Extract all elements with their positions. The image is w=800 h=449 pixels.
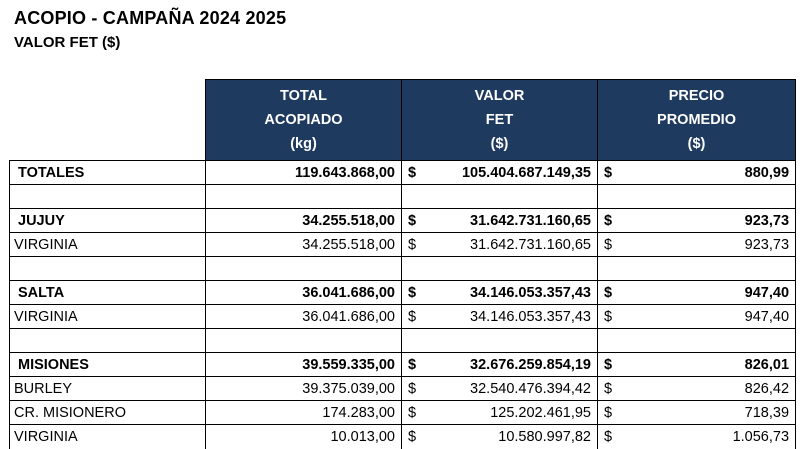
spacer-row xyxy=(10,257,796,281)
header-total-acopiado xyxy=(206,80,402,161)
table-header-row xyxy=(10,80,796,161)
currency-symbol: $ xyxy=(402,353,426,377)
spacer-cell xyxy=(402,329,426,353)
currency-symbol: $ xyxy=(402,377,426,401)
header-valor-fet xyxy=(402,80,598,161)
currency-symbol: $ xyxy=(402,281,426,305)
cell-kg: 119.643.868,00 xyxy=(206,161,402,185)
cell-kg: 36.041.686,00 xyxy=(206,281,402,305)
spacer-cell xyxy=(206,257,402,281)
header-line: VALOR xyxy=(474,88,525,104)
cell-valor: 34.146.053.357,43 xyxy=(426,305,598,329)
row-label: VIRGINIA xyxy=(10,233,206,257)
spacer-cell xyxy=(426,257,598,281)
cell-valor: 31.642.731.160,65 xyxy=(426,209,598,233)
header-precio-promedio xyxy=(598,80,796,161)
spacer-cell xyxy=(622,329,796,353)
spacer-row xyxy=(10,329,796,353)
cell-kg: 39.375.039,00 xyxy=(206,377,402,401)
table-row-salta-virginia xyxy=(10,305,796,329)
header-line: FET xyxy=(485,112,514,128)
cell-valor: 31.642.731.160,65 xyxy=(426,233,598,257)
spacer-cell xyxy=(598,257,622,281)
currency-symbol: $ xyxy=(598,425,622,449)
table-row-misiones-virginia xyxy=(10,425,796,449)
cell-kg: 34.255.518,00 xyxy=(206,233,402,257)
cell-kg: 34.255.518,00 xyxy=(206,209,402,233)
spacer-cell xyxy=(206,329,402,353)
spacer-cell xyxy=(622,257,796,281)
cell-valor: 32.540.476.394,42 xyxy=(426,377,598,401)
header-line: TOTAL xyxy=(280,88,327,104)
row-label: CR. MISIONERO xyxy=(10,401,206,425)
header-line: (kg) xyxy=(290,136,317,152)
header-line: ($) xyxy=(687,136,706,152)
spacer-cell xyxy=(622,185,796,209)
row-label: MISIONES xyxy=(10,353,206,377)
header-blank xyxy=(10,80,206,161)
table-row-jujuy-virginia xyxy=(10,233,796,257)
table-row-salta xyxy=(10,281,796,305)
row-label: SALTA xyxy=(10,281,206,305)
acopio-table xyxy=(9,79,796,449)
currency-symbol: $ xyxy=(402,425,426,449)
cell-valor: 105.404.687.149,35 xyxy=(426,161,598,185)
row-label: JUJUY xyxy=(10,209,206,233)
spacer-cell xyxy=(10,257,206,281)
currency-symbol: $ xyxy=(402,233,426,257)
currency-symbol: $ xyxy=(598,233,622,257)
cell-precio: 923,73 xyxy=(622,233,796,257)
spacer-cell xyxy=(598,185,622,209)
spacer-cell xyxy=(10,185,206,209)
cell-kg: 10.013,00 xyxy=(206,425,402,449)
cell-precio: 826,42 xyxy=(622,377,796,401)
table-row-totales xyxy=(10,161,796,185)
spacer-cell xyxy=(402,185,426,209)
spacer-cell xyxy=(426,329,598,353)
currency-symbol: $ xyxy=(402,305,426,329)
cell-kg: 174.283,00 xyxy=(206,401,402,425)
currency-symbol: $ xyxy=(598,377,622,401)
table-row-jujuy xyxy=(10,209,796,233)
cell-valor: 32.676.259.854,19 xyxy=(426,353,598,377)
spacer-cell xyxy=(426,185,598,209)
cell-precio: 880,99 xyxy=(622,161,796,185)
row-label: BURLEY xyxy=(10,377,206,401)
currency-symbol: $ xyxy=(402,161,426,185)
cell-kg: 39.559.335,00 xyxy=(206,353,402,377)
currency-symbol: $ xyxy=(598,353,622,377)
currency-symbol: $ xyxy=(598,401,622,425)
table-row-misiones xyxy=(10,353,796,377)
cell-precio: 718,39 xyxy=(622,401,796,425)
spacer-cell xyxy=(206,185,402,209)
table-row-misiones-cr-misionero xyxy=(10,401,796,425)
currency-symbol: $ xyxy=(598,209,622,233)
header-line: PROMEDIO xyxy=(657,112,736,128)
table-row-misiones-burley xyxy=(10,377,796,401)
currency-symbol: $ xyxy=(598,305,622,329)
cell-precio: 947,40 xyxy=(622,305,796,329)
currency-symbol: $ xyxy=(402,401,426,425)
cell-precio: 826,01 xyxy=(622,353,796,377)
cell-precio: 1.056,73 xyxy=(622,425,796,449)
spacer-cell xyxy=(402,257,426,281)
row-label: VIRGINIA xyxy=(10,425,206,449)
page-title: ACOPIO - CAMPAÑA 2024 2025 xyxy=(14,8,287,28)
spacer-row xyxy=(10,185,796,209)
header-line: ($) xyxy=(490,136,509,152)
currency-symbol: $ xyxy=(598,161,622,185)
header-line: ACOPIADO xyxy=(264,112,343,128)
cell-valor: 10.580.997,82 xyxy=(426,425,598,449)
row-label: TOTALES xyxy=(10,161,206,185)
currency-symbol: $ xyxy=(598,281,622,305)
cell-kg: 36.041.686,00 xyxy=(206,305,402,329)
currency-symbol: $ xyxy=(402,209,426,233)
cell-precio: 947,40 xyxy=(622,281,796,305)
spacer-cell xyxy=(598,329,622,353)
header-line: PRECIO xyxy=(668,88,725,104)
cell-valor: 34.146.053.357,43 xyxy=(426,281,598,305)
cell-valor: 125.202.461,95 xyxy=(426,401,598,425)
page-subtitle: VALOR FET ($) xyxy=(14,34,121,51)
row-label: VIRGINIA xyxy=(10,305,206,329)
spacer-cell xyxy=(10,329,206,353)
cell-precio: 923,73 xyxy=(622,209,796,233)
